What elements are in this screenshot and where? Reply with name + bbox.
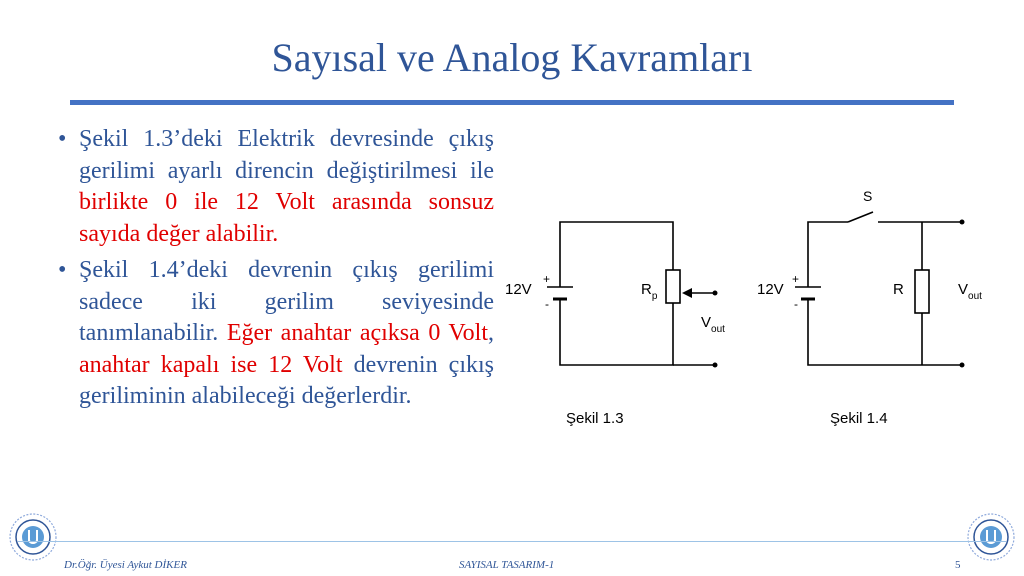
- body-text: Şekil 1.4’deki devrenin çıkış gerilimi sadece iki gerilim seviyesinde tanımlanabilir.: [79, 257, 494, 346]
- circuit-fig14: [795, 212, 965, 368]
- university-logo-icon: [8, 512, 58, 562]
- fig13-minus-sign: -: [545, 297, 549, 311]
- bullet-dot-icon: •: [58, 126, 67, 152]
- bullet-list: [58, 124, 494, 418]
- fig13-plus-sign: +: [543, 272, 551, 286]
- university-logo-icon: [966, 512, 1016, 562]
- fig13-source-label: 12V: [505, 281, 532, 298]
- bullet-text-1: [79, 126, 494, 247]
- highlighted-text: Eğer anahtar açıksa 0 Volt: [226, 320, 488, 346]
- circuit-fig13: [547, 222, 718, 368]
- fig14-source-label: 12V: [757, 281, 784, 298]
- body-text: devrenin çıkış geriliminin alabileceği değerlerdir.: [79, 351, 495, 409]
- body-text: Şekil 1.3’deki Elektrik devresinde çıkış gerilimi ayarlı direncin değiştirilmesi ile: [79, 126, 494, 184]
- bullet-dot-icon: •: [58, 257, 67, 283]
- slide-title: Sayısal ve Analog Kavramları: [271, 35, 753, 80]
- fig14-plus-sign: +: [792, 272, 800, 286]
- resistor-r: [915, 270, 929, 313]
- fig13-output-label: $V_{out}$: [701, 314, 725, 335]
- fig13-resistor-label: $R_p$: [641, 281, 658, 302]
- footer-author: Dr.Öğr. Üyesi Aykut DİKER: [64, 559, 187, 571]
- title-divider: [70, 100, 954, 105]
- highlighted-text: anahtar kapalı ise 12 Volt: [79, 351, 343, 378]
- footer-course: SAYISAL TASARIM-1: [459, 559, 555, 571]
- fig14-resistor-label: R: [893, 281, 904, 298]
- circuit-diagrams: [500, 180, 980, 380]
- fig14-switch-label: S: [863, 188, 873, 204]
- highlighted-text: birlikte 0 ile 12 Volt arasında sonsuz sayıda değer alabilir.: [79, 189, 494, 247]
- page-number: 5: [955, 559, 961, 571]
- bullet-item-1: [58, 124, 494, 250]
- bullet-item-2: [58, 255, 494, 413]
- body-text: ,: [488, 320, 494, 346]
- fig14-caption: Şekil 1.4: [830, 410, 888, 427]
- fig13-caption: Şekil 1.3: [566, 410, 624, 427]
- wiper-arrow-icon: [682, 288, 692, 298]
- fig14-minus-sign: -: [794, 297, 798, 311]
- switch-blade: [848, 212, 873, 222]
- potentiometer-rp: [666, 270, 680, 303]
- fig14-output-label: $V_{out}$: [958, 281, 982, 302]
- bullet-text-2: [79, 257, 494, 409]
- footer-divider: [18, 541, 1006, 542]
